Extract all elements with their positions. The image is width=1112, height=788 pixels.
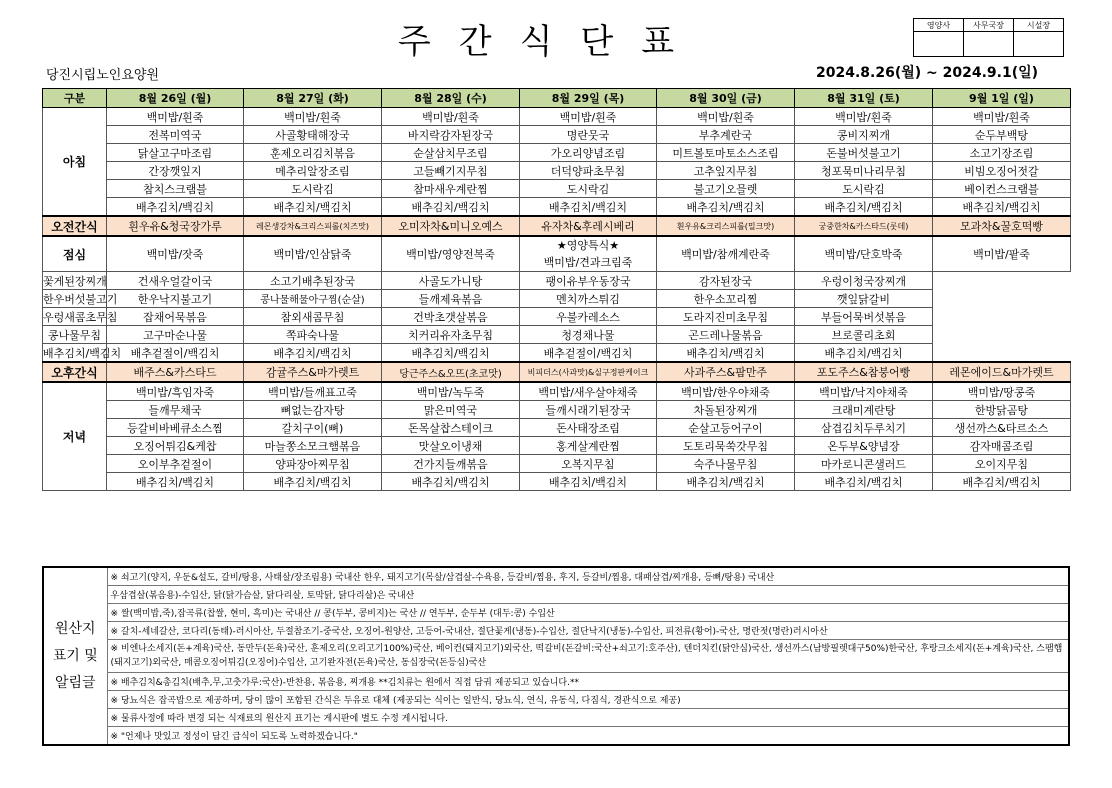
weekly-menu-table [42,88,1071,491]
menu-cell: 참치스크램블 [107,180,244,198]
day-header: 8월 29일 (목) [520,89,657,108]
menu-cell: 사골황태해장국 [244,126,382,144]
snack-cell: 유자차&후레시베리 [520,216,657,236]
menu-cell: 양파장아찌무침 [244,455,382,473]
table-row [43,401,1071,419]
menu-cell: 감자매콤조림 [933,437,1071,455]
menu-cell: 도시락김 [244,180,382,198]
menu-cell: 백미밥/한우야채죽 [657,382,795,401]
menu-cell: 백미밥/들깨표고죽 [244,382,382,401]
menu-cell: 한우버섯불고기 [43,290,107,308]
menu-cell: 백미밥/흰죽 [107,108,244,126]
menu-cell: 백미밥/참깨계란죽 [657,236,795,272]
menu-cell: 불고기오믈렛 [657,180,795,198]
menu-cell: 배추김치/백김치 [933,198,1071,217]
approval-sign-2 [964,32,1014,57]
snack-cell: 흰우유&크리스피롤(밀크맛) [657,216,795,236]
menu-cell: 백미밥/팥죽 [933,236,1071,272]
menu-cell: 삼겹김치두루치기 [795,419,933,437]
menu-cell: 도토리묵쑥갓무침 [657,437,795,455]
menu-cell: 콩나물해물아구찜(순살) [244,290,382,308]
note-line: ※ 쇠고기(양지, 우둔&설도, 갈비/탕용, 사태살/장조림용) 국내산 한우, 돼지고기(목살/삼겹살-수육용, 등갈비/찜용, 후지, 등갈비/찜용, 대패삼겹/찌개용, 등뼈/탕용) 국내산 [107,567,1069,586]
organization-name: 당진시립노인요양원 [46,68,160,83]
menu-cell: 순두부백탕 [933,126,1071,144]
menu-cell: 크래미계란탕 [795,401,933,419]
table-header-row [43,89,1071,108]
menu-cell: 백미밥/흰죽 [795,108,933,126]
menu-cell: 참마새우계란찜 [382,180,520,198]
menu-cell: 배추김치/백김치 [244,198,382,217]
menu-cell: 배추김치/백김치 [657,344,795,363]
menu-cell: 도시락김 [795,180,933,198]
menu-cell: 한방닭곰탕 [933,401,1071,419]
menu-cell: 백미밥/흰죽 [520,108,657,126]
menu-cell: 가오리양념조림 [520,144,657,162]
menu-cell: 배추김치/백김치 [657,473,795,491]
menu-cell: 백미밥/단호박죽 [795,236,933,272]
menu-cell: 등갈비바베큐소스찜 [107,419,244,437]
category-header: 구분 [43,89,107,108]
menu-cell: 잡채어묵볶음 [107,308,244,326]
menu-cell: 뼈없는감자탕 [244,401,382,419]
menu-cell: 백미밥/흑임자죽 [107,382,244,401]
menu-cell: 배추김치/백김치 [657,198,795,217]
snack-cell: 레몬생강차&크리스피롤(치즈맛) [244,216,382,236]
menu-cell: 닭살고구마조림 [107,144,244,162]
menu-cell: 배추겉절이/백김치 [520,344,657,363]
day-header: 8월 31일 (토) [795,89,933,108]
day-header: 8월 26일 (월) [107,89,244,108]
menu-cell: 청경채나물 [520,326,657,344]
table-row [43,326,1071,344]
menu-cell: 콩비지찌개 [795,126,933,144]
note-row [43,567,1069,586]
menu-cell: 갈치구이(뼈) [244,419,382,437]
menu-cell: 배추김치/백김치 [382,344,520,363]
menu-cell: 우불카레소스 [520,308,657,326]
menu-cell: 오징어튀김&케찹 [107,437,244,455]
snack-cell: 감귤주스&마가렛트 [244,362,382,382]
table-row [43,290,1071,308]
menu-cell: 베이컨스크램블 [933,180,1071,198]
menu-cell: 배추김치/백김치 [795,473,933,491]
menu-cell: 건새우얼갈이국 [107,272,244,290]
table-row [43,473,1071,491]
snack-cell: 레몬에이드&마가렛트 [933,362,1071,382]
menu-cell: 배추김치/백김치 [107,198,244,217]
menu-cell: 들깨시래기된장국 [520,401,657,419]
table-row [43,272,1071,290]
menu-cell: 한우낙지불고기 [107,290,244,308]
snack-cell: 배주스&카스타드 [107,362,244,382]
menu-cell: 부들어묵버섯볶음 [795,308,933,326]
menu-cell: 마늘쫑소모크햄볶음 [244,437,382,455]
menu-cell: 미트볼토마토소스조림 [657,144,795,162]
table-row [43,382,1071,401]
note-row [43,709,1069,727]
menu-cell: 배추김치/백김치 [933,473,1071,491]
menu-cell: 우렁이청국장찌개 [795,272,933,290]
menu-cell: 배추김치/백김치 [795,344,933,363]
table-row [43,198,1071,217]
morning-snack-row [43,216,1071,236]
snack-cell: 포도주스&참붕어빵 [795,362,933,382]
menu-cell: 감자된장국 [657,272,795,290]
note-row [43,604,1069,622]
menu-cell: 비빔오징어젓갈 [933,162,1071,180]
snack-cell: 모과차&꿀호떡빵 [933,216,1071,236]
menu-cell: 참외새콤무침 [244,308,382,326]
menu-cell: 배추김치/백김치 [382,473,520,491]
menu-cell: 고들빼기지무침 [382,162,520,180]
menu-cell: 배추김치/백김치 [107,473,244,491]
menu-cell: 도라지진미초무침 [657,308,795,326]
menu-cell: 훈제오리김치볶음 [244,144,382,162]
note-row [43,586,1069,604]
table-row [43,108,1071,126]
menu-cell: 온두부&양념장 [795,437,933,455]
menu-cell: 사골도가니탕 [382,272,520,290]
lunch-section [43,272,1071,363]
menu-cell: 소고기장조림 [933,144,1071,162]
meal-label: 저녁 [43,382,107,491]
menu-cell: 숙주나물무침 [657,455,795,473]
menu-cell: 건박초갯살볶음 [382,308,520,326]
note-line: ※ 쌀(백미밥,죽),잡곡류(찹쌀, 현미, 흑미)는 국내산 // 콩(두부, 콩비지)는 국산 // 연두부, 순두부 (대두:콩) 수입산 [107,604,1069,622]
menu-cell: 더덕양파초무침 [520,162,657,180]
day-header: 8월 27일 (화) [244,89,382,108]
note-line: ※ "언제나 맛있고 정성이 담긴 급식이 되도록 노력하겠습니다." [107,727,1069,746]
menu-cell: 백미밥/새우살야채죽 [520,382,657,401]
meal-label: 아침 [43,108,107,217]
menu-cell: 배추겉절이/백김치 [107,344,244,363]
note-line: 우삼겹살(볶음용)-수입산, 닭(닭가슴살, 닭다리살, 토막닭, 닭다리살)은 국내산 [107,586,1069,604]
table-row [43,344,1071,363]
menu-cell: 백미밥/흰죽 [244,108,382,126]
menu-cell: 배추김치/백김치 [520,198,657,217]
menu-cell: 도시락김 [520,180,657,198]
menu-cell: 간장깻잎지 [107,162,244,180]
snack-cell: 당근주스&오뜨(초코맛) [382,362,520,382]
snack-cell: 사과주스&팜만주 [657,362,795,382]
menu-cell: 한우소꼬리찜 [657,290,795,308]
menu-cell: 오이부추겉절이 [107,455,244,473]
menu-cell: 오복지무침 [520,455,657,473]
table-row [43,180,1071,198]
snack-cell: 오미자차&미니오예스 [382,216,520,236]
note-row [43,673,1069,691]
menu-cell: 돈사태장조림 [520,419,657,437]
note-row [43,640,1069,673]
menu-cell: 멘치까스튀김 [520,290,657,308]
menu-cell: 소고기배추된장국 [244,272,382,290]
note-line: ※ 갈치-세네갈산, 코다리(동태)-러시아산, 두절참조기-중국산, 오징어-원양산, 고등어-국내산, 절단꽃게(냉동)-수입산, 절단낙지(냉동)-수입산, 피전류(황어)-국산, 명란젓(명란)러시아산 [107,622,1069,640]
note-row [43,727,1069,746]
table-row [43,162,1071,180]
menu-cell: 고추잎지무침 [657,162,795,180]
menu-cell: 꽃게된장찌개 [43,272,107,290]
menu-cell: 생선까스&타르소스 [933,419,1071,437]
menu-cell: 배추김치/백김치 [795,198,933,217]
morning-snack-label: 오전간식 [43,216,107,236]
day-header: 8월 30일 (금) [657,89,795,108]
menu-cell: 백미밥/낙지야채죽 [795,382,933,401]
menu-cell: 전복미역국 [107,126,244,144]
menu-cell: 맑은미역국 [382,401,520,419]
approval-director: 사무국장 [964,19,1014,32]
menu-cell: 순살고등어구이 [657,419,795,437]
menu-cell: 깻잎닭갈비 [795,290,933,308]
menu-cell: 곤드레나물볶음 [657,326,795,344]
menu-cell: 팽이유부우동장국 [520,272,657,290]
approval-dietitian: 영양사 [914,19,964,32]
menu-cell: 백미밥/땅콩죽 [933,382,1071,401]
snack-cell: 비피더스(사과맛)&실구정판케이크 [520,362,657,382]
afternoon-snack-label: 오후간식 [43,362,107,382]
note-row [43,622,1069,640]
table-row [43,126,1071,144]
day-header: 9월 1일 (일) [933,89,1071,108]
menu-cell: 치커리유자초무침 [382,326,520,344]
note-line: ※ 물류사정에 따라 변경 되는 식재료의 원산지 표기는 게시판에 별도 수정 게시됩니다. [107,709,1069,727]
notes-body [43,567,1069,745]
notes-label: 원산지 표기 및 알림글 [43,567,107,745]
table-row [43,308,1071,326]
lunch-label: 점심 [43,236,107,272]
special-menu-label: ★영양특식★ [556,239,620,252]
menu-cell: 돈목살찹스테이크 [382,419,520,437]
menu-cell: 백미밥/인삼닭죽 [244,236,382,272]
menu-cell: 콩나물무침 [43,326,107,344]
menu-cell: 돈불버섯불고기 [795,144,933,162]
menu-cell: 들깨무채국 [107,401,244,419]
snack-cell: 궁중한차&카스타드(롯데) [795,216,933,236]
page-title: 주간식단표 [397,22,703,62]
menu-cell: 마카로니콘샐러드 [795,455,933,473]
snack-cell: 흰우유&청국장가루 [107,216,244,236]
table-row [43,419,1071,437]
menu-cell: 배추김치/백김치 [43,344,107,363]
menu-cell: 배추김치/백김치 [382,198,520,217]
menu-cell: 배추김치/백김치 [244,344,382,363]
menu-cell: 부추계란국 [657,126,795,144]
menu-cell: 백미밥/영양전복죽 [382,236,520,272]
menu-cell: 맛살오이냉채 [382,437,520,455]
menu-cell: 들깨제육볶음 [382,290,520,308]
menu-cell: 배추김치/백김치 [520,473,657,491]
day-header: 8월 28일 (수) [382,89,520,108]
menu-cell: 홍게살계란찜 [520,437,657,455]
menu-cell: 청포묵미나리무침 [795,162,933,180]
notes-table [42,566,1070,746]
menu-cell: 고구마순나물 [107,326,244,344]
special-menu-cell [520,236,657,272]
approval-sign-1 [914,32,964,57]
menu-cell: 배추김치/백김치 [244,473,382,491]
table-row [43,437,1071,455]
menu-cell: 차돌된장찌개 [657,401,795,419]
menu-cell: 백미밥/잣죽 [107,236,244,272]
approval-box [913,18,1064,57]
approval-sign-3 [1014,32,1064,57]
breakfast-section [43,108,1071,217]
menu-cell: 바지락감자된장국 [382,126,520,144]
menu-cell: 백미밥/녹두죽 [382,382,520,401]
menu-cell: 건가지들깨볶음 [382,455,520,473]
menu-cell: 백미밥/흰죽 [933,108,1071,126]
table-row [43,144,1071,162]
note-line: ※ 당뇨식은 잡곡밥으로 제공하며, 당이 많이 포함된 간식은 두유로 대체 (제공되는 식이는 일반식, 당뇨식, 연식, 유동식, 다짐식, 경관식으로 제공) [107,691,1069,709]
note-line: ※ 비엔나소세지(돈+계육)국산, 동만두(돈육)국산, 훈제오리(오리고기100%)국산, 베이컨(돼지고기)외국산, 떡갈비(돈갈비:국산+쇠고기:호주산), 텐더치킨(닭안심)국산, 생선까스(남방필렛대구50%)한국산, 후랑크소세지(돈+계육)국산, 스팸햄(돼지고기)외국산, 매콤오징어튀김(오징어)수입산, 고기완자전(돈육)국산, 동십장국(돈등심)국산 [107,640,1069,673]
special-menu-rice: 백미밥/견과크림죽 [543,256,633,269]
table-row [43,455,1071,473]
menu-period: 2024.8.26(월) ~ 2024.9.1(일) [816,65,1039,81]
menu-cell: 명란뭇국 [520,126,657,144]
menu-cell: 쪽파숙나물 [244,326,382,344]
lunch-first-row [43,236,1071,272]
menu-cell: 백미밥/흰죽 [382,108,520,126]
note-row [43,691,1069,709]
menu-cell: 브로콜리초회 [795,326,933,344]
menu-cell: 백미밥/흰죽 [657,108,795,126]
menu-cell: 순살삼치무조림 [382,144,520,162]
dinner-section [43,382,1071,491]
menu-cell: 메추리알장조림 [244,162,382,180]
note-line: ※ 배추김치&총김치(배추,무,고춧가루:국산)-반찬용, 볶음용, 찌개용 **김치류는 원에서 직접 담궈 제공되고 있습니다.** [107,673,1069,691]
menu-cell: 우렁새콤초무침 [43,308,107,326]
afternoon-snack-row [43,362,1071,382]
approval-head: 시설장 [1014,19,1064,32]
menu-cell: 오이지무침 [933,455,1071,473]
